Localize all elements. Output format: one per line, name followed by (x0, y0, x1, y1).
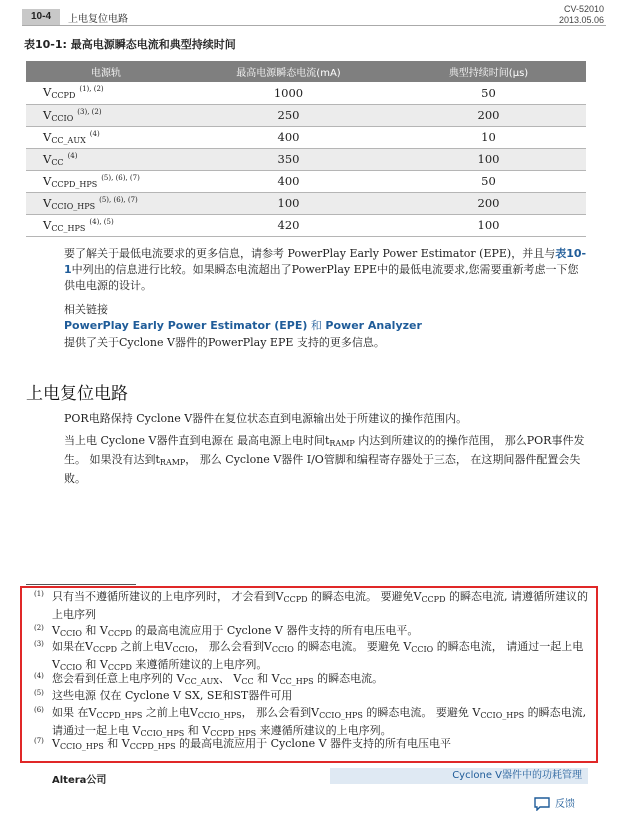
related-description: 提供了关于Cyclone V器件的PowerPlay EPE 支持的更多信息。 (64, 336, 385, 349)
related-links-label: 相关链接 (64, 303, 108, 316)
epe-link[interactable]: PowerPlay Early Power Estimator (EPE) (64, 319, 308, 332)
rail-cell: $V_{CCIO\_HPS}^{(5), (6), (7)}$ (26, 192, 186, 214)
footnote-text: 如果在$V_{CCPD}$ 之前上电$V_{CCIO}$， 那么会看到$V_{CCIO}$ 的瞬态电流。 要避免 $V_{CCIO}$ 的瞬态电流， 请通过一起上电 $V_{CCIO}$ 和 $V_{CCPD}$ 来遵循所建议的上电序列。 (52, 640, 584, 672)
speech-bubble-icon (534, 797, 550, 811)
footnote-text: 只有当不遵循所建议的上电序列时， 才会看到$V_{CCPD}$ 的瞬态电流。 要避免$V_{CCPD}$ 的瞬态电流, 请遵循所建议的上电序列 (52, 590, 588, 621)
duration-cell: 100 (391, 148, 586, 170)
footnote-number: (6) (34, 706, 44, 714)
footnote-item (34, 639, 588, 675)
duration-cell: 50 (391, 170, 586, 192)
section-title: 上电复位电路 (26, 384, 128, 404)
duration-cell: 50 (391, 82, 586, 104)
footnote-number: (5) (34, 689, 44, 697)
table-title: 表10-1: 最高电源瞬态电流和典型持续时间 (24, 38, 236, 51)
related-links: PowerPlay Early Power Estimator (EPE) 和 Power Analyzer (64, 319, 422, 332)
page-number: 10-4 (22, 9, 60, 25)
rail-cell: $V_{CC\_AUX}^{(4)}$ (26, 126, 186, 148)
header-rule (22, 25, 606, 26)
current-cell: 420 (186, 214, 391, 236)
column-header-current: 最高电源瞬态电流(mA) (186, 61, 391, 82)
footnote-rule (26, 584, 136, 585)
duration-cell: 100 (391, 214, 586, 236)
footnote-number: (1) (34, 590, 44, 598)
doc-id: CV-52010 (563, 4, 604, 14)
footer-doc-title[interactable]: Cyclone V器件中的功耗管理 (330, 768, 588, 784)
table-row (26, 214, 586, 236)
footnote-text: $V_{CCIO\_HPS}$ 和 $V_{CCPD\_HPS}$ 的最高电流应用于 Cyclone V 器件支持的所有电压电平 (52, 737, 452, 751)
current-cell: 350 (186, 148, 391, 170)
footnote-number: (3) (34, 640, 44, 648)
duration-cell: 200 (391, 104, 586, 126)
current-cell: 1000 (186, 82, 391, 104)
footer-company: Altera公司 (52, 775, 107, 786)
table-row (26, 170, 586, 192)
header-doc-info (559, 4, 604, 26)
current-cell: 400 (186, 126, 391, 148)
table-row (26, 148, 586, 170)
feedback-link[interactable]: 反馈 (534, 795, 575, 811)
footnote-number: (4) (34, 672, 44, 680)
table-row (26, 126, 586, 148)
footnote-item (34, 589, 588, 622)
footnote-number: (7) (34, 737, 44, 745)
footnote-text: $V_{CCIO}$ 和 $V_{CCPD}$ 的最高电流应用于 Cyclone V 器件支持的所有电压电平。 (52, 624, 419, 638)
doc-date: 2013.05.06 (558, 15, 604, 25)
current-cell: 250 (186, 104, 391, 126)
table-row (26, 192, 586, 214)
por-paragraph-2: 当上电 Cyclone V器件直到电源在 最高电源上电时间$t_{RAMP}$ 内达到所建议的的操作范围， 那么POR事件发生。 如果没有达到$t_{RAMP}$， 那么 Cyclone V器件 I/O管脚和编程寄存器处于三态， 在这期间器件配置会失败。 (64, 434, 585, 485)
table-row (26, 82, 586, 104)
current-cell: 400 (186, 170, 391, 192)
transient-current-table (26, 61, 586, 237)
rail-cell: $V_{CC}^{(4)}$ (26, 148, 186, 170)
footnote-number: (2) (34, 624, 44, 632)
page-header (0, 0, 626, 30)
column-header-duration: 典型持续时间(µs) (391, 61, 586, 82)
table-header-row (26, 61, 586, 82)
table-row (26, 104, 586, 126)
duration-cell: 200 (391, 192, 586, 214)
footnote-text: 如果 在$V_{CCPD\_HPS}$ 之前上电$V_{CCIO\_HPS}$， 那么会看到$V_{CCIO\_HPS}$ 的瞬态电流。 要避免 $V_{CCIO\_HPS}$ 的瞬态电流, 请通过一起上电 $V_{CCIO\_HPS}$ 和 $V_{CCPD\_HPS}$ 来遵循所建议的上电序列。 (52, 706, 587, 738)
column-header-rail: 电源轨 (26, 61, 186, 82)
duration-cell: 10 (391, 126, 586, 148)
header-section-title: 上电复位电路 (68, 14, 128, 25)
rail-cell: $V_{CCIO}^{(3), (2)}$ (26, 104, 186, 126)
footnote-item (34, 688, 588, 703)
por-paragraph-1: POR电路保持 Cyclone V器件在复位状态直到电源输出处于所建议的操作范围内。 (64, 412, 468, 425)
footnote-text: 这些电源 仅在 Cyclone V SX, SE和ST器件可用 (52, 689, 293, 702)
rail-cell: $V_{CC\_HPS}^{(4), (5)}$ (26, 214, 186, 236)
rail-cell: $V_{CCPD\_HPS}^{(5), (6), (7)}$ (26, 170, 186, 192)
footnote-text: 您会看到任意上电序列的 $V_{CC\_AUX}$、 $V_{CC}$ 和 $V_{CC\_HPS}$ 的瞬态电流。 (52, 672, 384, 686)
rail-cell: $V_{CCPD}^{(1), (2)}$ (26, 82, 186, 104)
current-cell: 100 (186, 192, 391, 214)
epe-paragraph: 要了解关于最低电流要求的更多信息，请参考 PowerPlay Early Power Estimator (EPE)，并且与表10-1中列出的信息进行比较。如果瞬态电流超出了PowerPlay EPE中的最低电流要求,您需要重新考虑一下您供电电源的设计。 (64, 247, 587, 292)
footnote-item (34, 736, 588, 754)
table-10-1-link[interactable]: 表10-1 (64, 247, 587, 276)
footnote-item (34, 671, 588, 689)
power-analyzer-link[interactable]: Power Analyzer (325, 319, 422, 332)
